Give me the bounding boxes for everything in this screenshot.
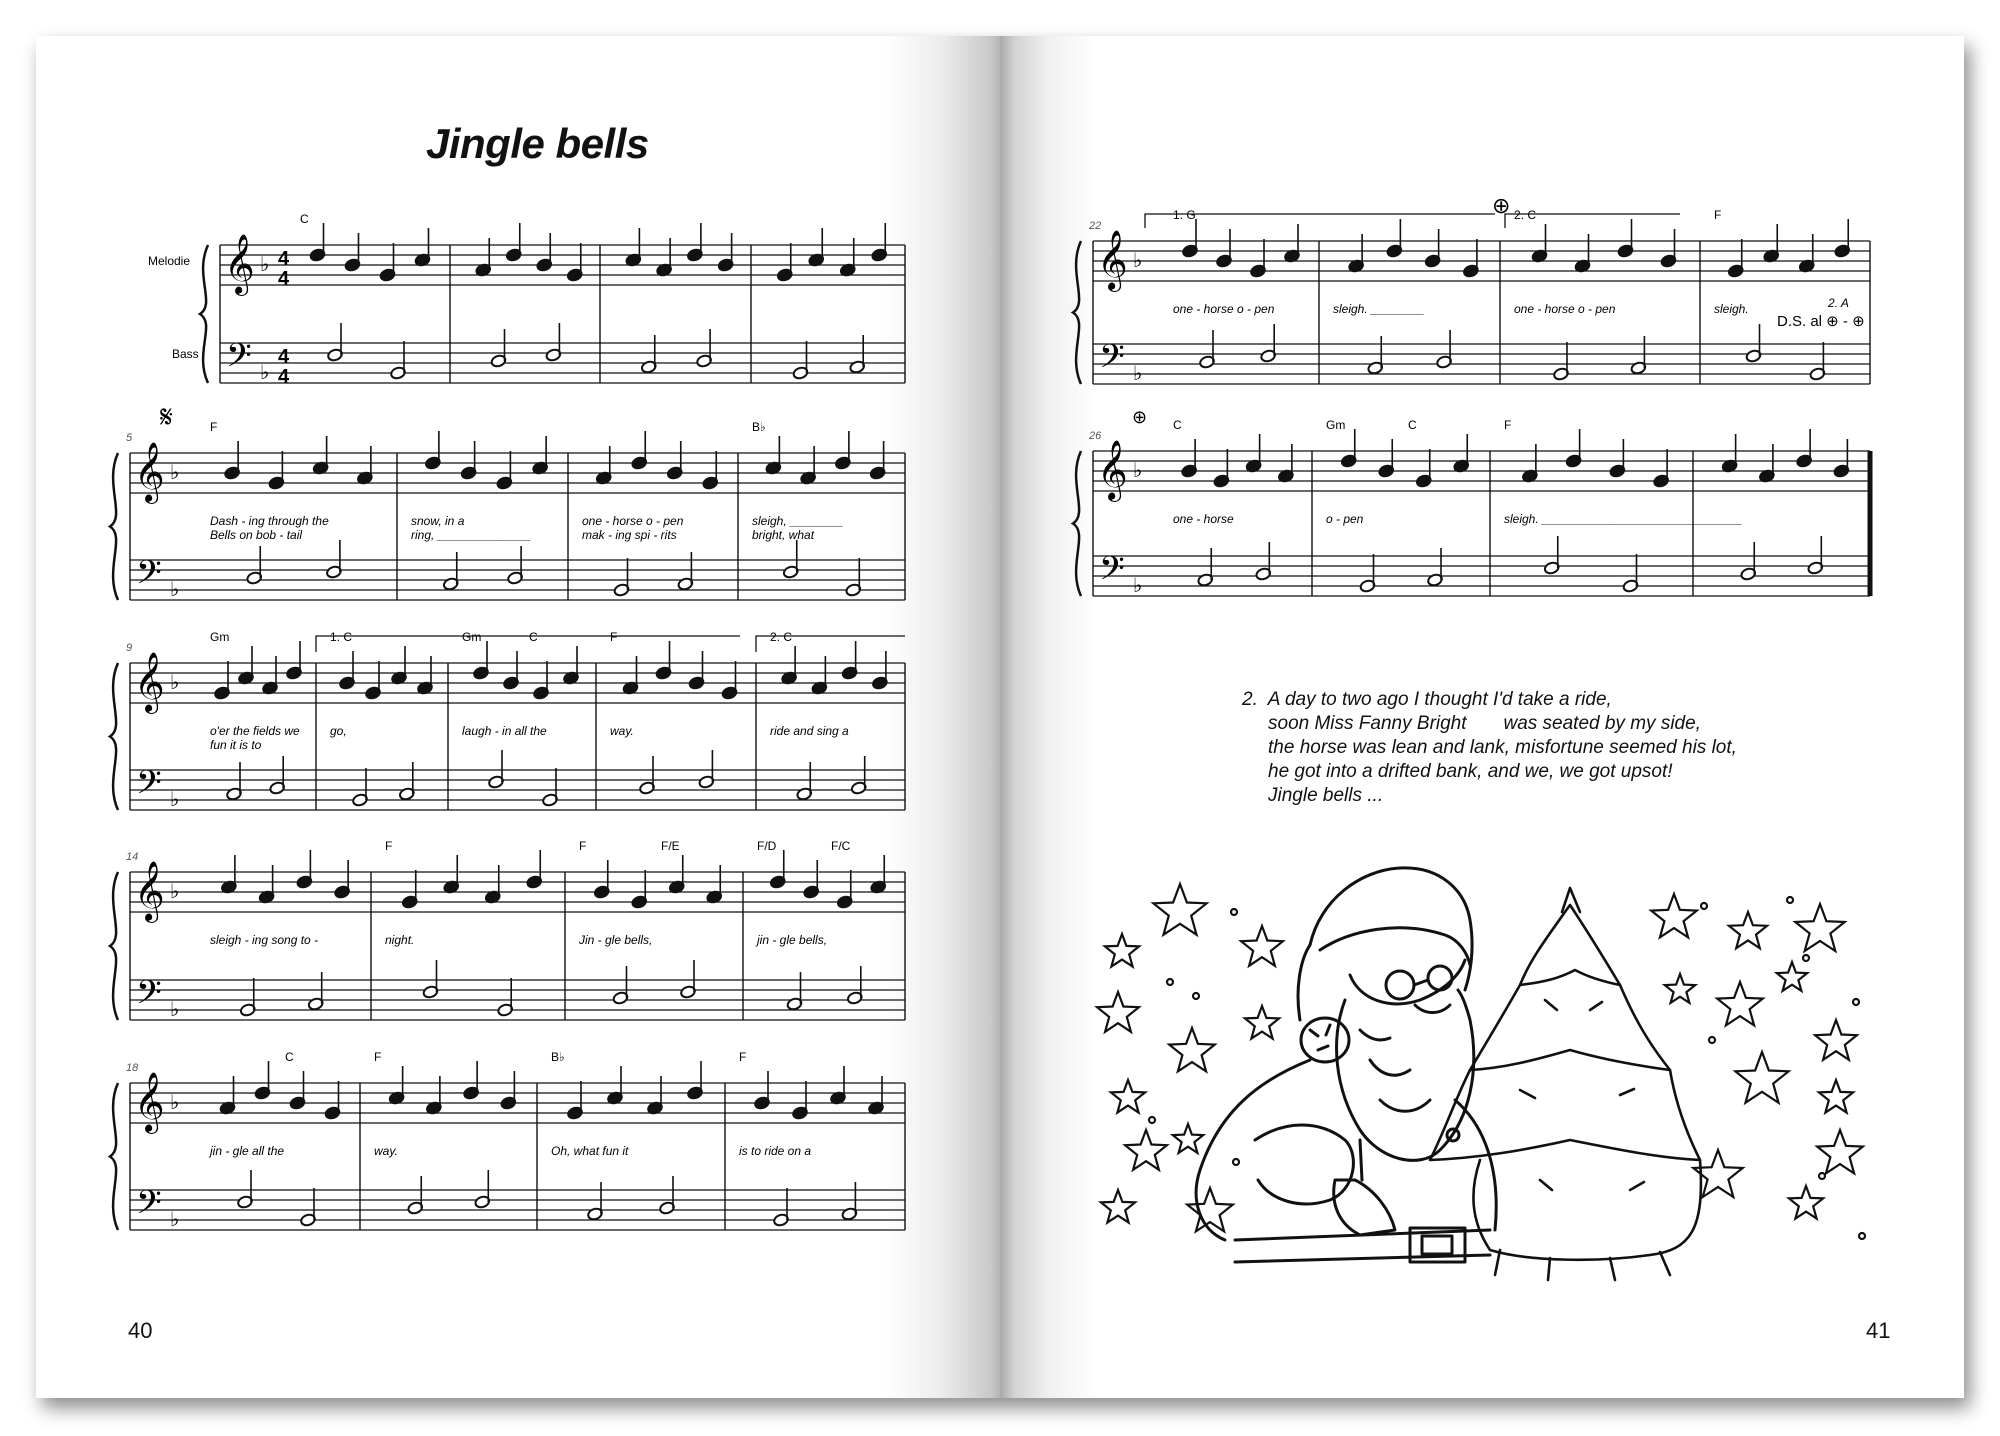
melody-note bbox=[706, 865, 723, 904]
lyric-line-1: one - horse o - pen bbox=[1173, 302, 1275, 316]
melody-note bbox=[289, 1071, 306, 1110]
lyric-line-1: one - horse o - pen bbox=[582, 514, 684, 528]
lyric-line-2: ring, ______________ bbox=[411, 528, 532, 542]
melody-note bbox=[567, 1081, 584, 1120]
melody-note bbox=[1653, 449, 1670, 488]
measure-number: 14 bbox=[126, 851, 139, 863]
treble-clef-icon: 𝄞 bbox=[1097, 441, 1128, 499]
lyric-line-1: ride and sing a bbox=[770, 724, 849, 738]
melody-note bbox=[1278, 444, 1295, 483]
melody-note bbox=[656, 238, 673, 277]
melody-note bbox=[868, 1076, 885, 1115]
bass-note bbox=[300, 1188, 317, 1227]
treble-staff bbox=[1093, 241, 1870, 281]
melody-note bbox=[781, 646, 798, 685]
bass-note bbox=[850, 756, 867, 795]
lyric-line-1: Oh, what fun it bbox=[551, 1144, 629, 1158]
melody-note bbox=[1565, 429, 1582, 468]
melody-note bbox=[792, 1081, 809, 1120]
melody-note bbox=[334, 860, 351, 899]
time-sig-top: 4 bbox=[278, 346, 290, 368]
bass-note bbox=[792, 341, 809, 380]
melody-note bbox=[532, 436, 549, 475]
chord-symbol: F bbox=[374, 1050, 382, 1064]
bass-note bbox=[1427, 548, 1444, 587]
chord-symbol: C bbox=[285, 1050, 294, 1064]
verse-line-2: soon Miss Fanny Bright was seated by my side, bbox=[1268, 713, 1701, 734]
melody-note bbox=[1284, 224, 1301, 263]
bass-note bbox=[1622, 554, 1639, 593]
treble-staff bbox=[130, 1083, 905, 1123]
melody-note bbox=[238, 646, 255, 685]
bass-note bbox=[677, 552, 694, 591]
treble-staff bbox=[130, 872, 905, 912]
melody-note bbox=[595, 446, 612, 485]
melody-note bbox=[391, 646, 408, 685]
melody-note bbox=[254, 1061, 271, 1100]
measure-number: 22 bbox=[1089, 220, 1102, 232]
system-1 bbox=[148, 212, 905, 388]
melody-note bbox=[401, 870, 418, 909]
melody-note bbox=[1340, 429, 1357, 468]
volta-bracket-1 bbox=[316, 636, 740, 652]
melody-note bbox=[607, 1066, 624, 1105]
verse-number: 2. bbox=[1242, 689, 1258, 710]
melody-note bbox=[500, 1071, 517, 1110]
melody-note bbox=[1348, 234, 1365, 273]
melody-note bbox=[622, 656, 639, 695]
chord-symbol: F bbox=[385, 839, 393, 853]
melody-note bbox=[1216, 229, 1233, 268]
brace bbox=[110, 872, 118, 1020]
chord-symbol: F bbox=[579, 839, 587, 853]
melody-note bbox=[312, 436, 329, 475]
bass-note bbox=[542, 768, 559, 807]
bass-note bbox=[773, 1188, 790, 1227]
treble-staff bbox=[130, 453, 905, 493]
melody-note bbox=[668, 855, 685, 894]
lyric-line-1: o'er the fields we bbox=[210, 724, 300, 738]
melody-note bbox=[830, 1066, 847, 1105]
bass-note bbox=[612, 966, 629, 1005]
bass-clef-icon: 𝄢 bbox=[136, 555, 162, 599]
melody-note bbox=[835, 431, 852, 470]
lyric-line-1: one - horse bbox=[1173, 512, 1234, 526]
chord-symbol: 2. C bbox=[770, 630, 793, 644]
treble-clef-icon: 𝄞 bbox=[134, 443, 165, 501]
melody-note bbox=[717, 233, 734, 272]
treble-clef-icon: 𝄞 bbox=[1097, 231, 1128, 289]
melody-note bbox=[655, 641, 672, 680]
chord-symbol: C bbox=[1408, 418, 1417, 432]
bass-note bbox=[1255, 542, 1272, 581]
bass-note bbox=[587, 1182, 604, 1221]
melody-note bbox=[870, 855, 887, 894]
lyric-line-2: bright, what bbox=[752, 528, 815, 542]
melody-note bbox=[1834, 219, 1851, 258]
key-flat-icon: ♭ bbox=[170, 579, 180, 601]
chord-symbol: F/C bbox=[831, 839, 851, 853]
melody-note bbox=[1727, 239, 1744, 278]
volta-mark: 2. A bbox=[1828, 296, 1849, 310]
lyric-line-1: way. bbox=[610, 724, 634, 738]
lyric-line-1: sleigh. bbox=[1714, 302, 1749, 316]
volta-bracket-1 bbox=[1145, 214, 1495, 228]
melody-note bbox=[221, 855, 238, 894]
treble-staff bbox=[1093, 451, 1870, 491]
melody-note bbox=[268, 451, 285, 490]
bass-note bbox=[639, 756, 656, 795]
song-title: Jingle bells bbox=[426, 120, 649, 167]
melody-note bbox=[1798, 234, 1815, 273]
bass-note bbox=[399, 762, 416, 801]
bass-note bbox=[847, 966, 864, 1005]
melody-note bbox=[1415, 449, 1432, 488]
melody-note bbox=[426, 1076, 443, 1115]
melody-note bbox=[769, 850, 786, 889]
melody-note bbox=[1833, 439, 1850, 478]
bass-note bbox=[507, 546, 524, 585]
lyric-line-2: fun it is to bbox=[210, 738, 262, 752]
lyric-line-1: snow, in a bbox=[411, 514, 465, 528]
chord-symbol: Gm bbox=[462, 630, 482, 644]
melody-note bbox=[647, 1076, 664, 1115]
melody-note bbox=[475, 238, 492, 277]
bass-note bbox=[845, 558, 862, 597]
melody-note bbox=[224, 441, 241, 480]
chord-symbol: 1. C bbox=[330, 630, 353, 644]
key-flat-icon: ♭ bbox=[1133, 250, 1143, 272]
time-sig-bottom: 4 bbox=[278, 366, 290, 388]
chord-symbol: C bbox=[300, 212, 309, 226]
melody-note bbox=[776, 243, 793, 282]
lyric-line-1: laugh - in all the bbox=[462, 724, 547, 738]
bass-note bbox=[239, 978, 256, 1017]
melody-note bbox=[503, 651, 520, 690]
instrument-label-melody: Melodie bbox=[148, 254, 191, 268]
melody-note bbox=[1424, 229, 1441, 268]
lyric-line-2: Bells on bob - tail bbox=[210, 528, 303, 542]
melody-note bbox=[1378, 439, 1395, 478]
lyric-line-1: is to ride on a bbox=[739, 1144, 812, 1158]
lyric-line-1: sleigh, ________ bbox=[752, 514, 844, 528]
melody-note bbox=[443, 855, 460, 894]
melody-note bbox=[1386, 219, 1403, 258]
melody-note bbox=[324, 1081, 341, 1120]
lyric-line-1: Jin - gle bells, bbox=[579, 933, 653, 947]
key-flat-icon: ♭ bbox=[1133, 460, 1143, 482]
chord-symbol: F/E bbox=[661, 839, 680, 853]
bass-clef-icon: 𝄢 bbox=[226, 338, 252, 382]
melody-note bbox=[1213, 449, 1230, 488]
key-flat-icon: ♭ bbox=[170, 999, 180, 1021]
melody-note bbox=[473, 641, 490, 680]
treble-clef-icon: 𝄞 bbox=[134, 653, 165, 711]
chord-symbol: 2. C bbox=[1514, 208, 1537, 222]
melody-note bbox=[460, 441, 477, 480]
melody-note bbox=[702, 451, 719, 490]
verse-line-3: the horse was lean and lank, misfortune seemed his lot, bbox=[1268, 737, 1737, 758]
melody-note bbox=[1763, 224, 1780, 263]
measure-number: 26 bbox=[1089, 430, 1102, 442]
melody-note bbox=[1531, 224, 1548, 263]
bass-note bbox=[307, 972, 324, 1011]
measure-number: 9 bbox=[126, 642, 133, 654]
coda-icon: ⊕ bbox=[1492, 193, 1511, 218]
verse-line-1: A day to two ago I thought I'd take a ride, bbox=[1267, 689, 1612, 710]
bass-clef-icon: 𝄢 bbox=[136, 765, 162, 809]
lyric-line-1: o - pen bbox=[1326, 512, 1364, 526]
melody-note bbox=[765, 436, 782, 475]
melody-note bbox=[1796, 429, 1813, 468]
melody-note bbox=[339, 651, 356, 690]
melody-note bbox=[219, 1076, 236, 1115]
melody-note bbox=[214, 661, 231, 700]
melody-note bbox=[841, 641, 858, 680]
melody-note bbox=[593, 860, 610, 899]
ds-al-coda-instruction: D.S. al ⊕ - ⊕ bbox=[1777, 313, 1865, 330]
melody-note bbox=[1245, 434, 1262, 473]
bass-note bbox=[1197, 548, 1214, 587]
brace bbox=[110, 663, 118, 810]
bass-note bbox=[1630, 336, 1647, 375]
melody-note bbox=[563, 646, 580, 685]
segno-icon: 𝄋 bbox=[160, 401, 173, 434]
bass-note bbox=[1809, 342, 1826, 381]
melody-note bbox=[262, 656, 279, 695]
bass-clef-icon: 𝄢 bbox=[1099, 339, 1125, 383]
bass-note bbox=[246, 546, 263, 585]
bass-note bbox=[1740, 542, 1757, 581]
verse-line-5: Jingle bells ... bbox=[1268, 785, 1384, 806]
chord-symbol: Gm bbox=[1326, 418, 1346, 432]
key-flat-icon: ♭ bbox=[170, 1209, 180, 1231]
melody-note bbox=[1660, 229, 1677, 268]
melody-note bbox=[1463, 239, 1480, 278]
melody-note bbox=[836, 870, 853, 909]
melody-note bbox=[808, 228, 825, 267]
key-flat-icon: ♭ bbox=[260, 254, 270, 276]
chord-symbol: F bbox=[210, 420, 218, 434]
bass-note bbox=[442, 552, 459, 591]
melody-note bbox=[286, 641, 303, 680]
melody-note bbox=[344, 233, 361, 272]
bass-note bbox=[497, 978, 514, 1017]
melody-note bbox=[1617, 219, 1634, 258]
bass-note bbox=[786, 972, 803, 1011]
page-number-left: 40 bbox=[128, 1318, 153, 1343]
melody-note bbox=[1182, 219, 1199, 258]
bass-note bbox=[796, 762, 813, 801]
melody-note bbox=[754, 1071, 771, 1110]
bass-staff bbox=[130, 770, 905, 810]
chord-symbol: 1. G bbox=[1173, 208, 1196, 222]
melody-note bbox=[1759, 444, 1776, 483]
lyric-line-1: one - horse o - pen bbox=[1514, 302, 1616, 316]
bass-note bbox=[1436, 330, 1453, 369]
melody-note bbox=[721, 661, 738, 700]
melody-note bbox=[688, 651, 705, 690]
chord-symbol: F/D bbox=[757, 839, 777, 853]
bass-note bbox=[640, 335, 657, 374]
key-flat-icon: ♭ bbox=[170, 881, 180, 903]
melody-note bbox=[536, 233, 553, 272]
lyric-line-1: jin - gle bells, bbox=[757, 933, 828, 947]
system-4 bbox=[110, 839, 905, 1021]
bass-note bbox=[490, 329, 507, 368]
chord-symbol: B♭ bbox=[752, 420, 766, 434]
measure-number: 18 bbox=[126, 1062, 139, 1074]
chord-symbol: Gm bbox=[210, 630, 230, 644]
melody-note bbox=[803, 860, 820, 899]
chord-symbol: F bbox=[1504, 418, 1512, 432]
bass-note bbox=[1199, 330, 1216, 369]
key-flat-icon: ♭ bbox=[260, 362, 270, 384]
lyric-line-1: jin - gle all the bbox=[210, 1144, 285, 1158]
melody-note bbox=[871, 223, 888, 262]
key-flat-icon: ♭ bbox=[170, 462, 180, 484]
melody-note bbox=[463, 1061, 480, 1100]
instrument-label-bass: Bass bbox=[172, 347, 199, 361]
melody-note bbox=[379, 243, 396, 282]
system-5 bbox=[110, 1050, 905, 1231]
bass-note bbox=[352, 768, 369, 807]
melody-note bbox=[869, 441, 886, 480]
melody-note bbox=[566, 243, 583, 282]
bass-note bbox=[1367, 336, 1384, 375]
melody-note bbox=[1250, 239, 1267, 278]
melody-note bbox=[296, 850, 313, 889]
melody-note bbox=[533, 661, 550, 700]
chord-symbol: F bbox=[1714, 208, 1722, 222]
brace bbox=[200, 245, 208, 383]
bass-note bbox=[841, 1182, 858, 1221]
bass-note bbox=[1359, 554, 1376, 593]
melody-note bbox=[484, 865, 501, 904]
system-3 bbox=[110, 630, 905, 811]
melody-note bbox=[666, 441, 683, 480]
bass-note bbox=[659, 1176, 676, 1215]
coda-icon: ⊕ bbox=[1132, 407, 1148, 427]
melody-note bbox=[687, 223, 704, 262]
bass-clef-icon: 𝄢 bbox=[1099, 551, 1125, 595]
bass-note bbox=[390, 341, 407, 380]
lyric-line-1: sleigh. ______________________________ bbox=[1504, 512, 1743, 526]
key-flat-icon: ♭ bbox=[1133, 575, 1143, 597]
brace bbox=[1073, 241, 1081, 384]
melody-note bbox=[388, 1066, 405, 1105]
melody-note bbox=[631, 431, 648, 470]
lyric-line-1: go, bbox=[330, 724, 347, 738]
chord-symbol: C bbox=[529, 630, 538, 644]
melody-note bbox=[687, 1061, 704, 1100]
lyric-line-1: way. bbox=[374, 1144, 398, 1158]
melody-note bbox=[1522, 444, 1539, 483]
treble-clef-icon: 𝄞 bbox=[224, 235, 255, 293]
page-number-right: 41 bbox=[1866, 1318, 1891, 1343]
lyric-line-1: Dash - ing through the bbox=[210, 514, 329, 528]
melody-note bbox=[811, 656, 828, 695]
melody-note bbox=[872, 651, 889, 690]
melody-note bbox=[1574, 234, 1591, 273]
bass-note bbox=[849, 335, 866, 374]
bass-note bbox=[1553, 342, 1570, 381]
time-sig-top: 4 bbox=[278, 248, 290, 270]
treble-clef-icon: 𝄞 bbox=[134, 862, 165, 920]
verse-line-4: he got into a drifted bank, and we, we got upsot! bbox=[1268, 761, 1673, 782]
lyric-line-1: sleigh. ________ bbox=[1333, 302, 1425, 316]
key-flat-icon: ♭ bbox=[170, 672, 180, 694]
chord-symbol: F bbox=[610, 630, 618, 644]
lyric-line-1: night. bbox=[385, 933, 415, 947]
bass-clef-icon: 𝄢 bbox=[136, 1185, 162, 1229]
measure-number: 5 bbox=[126, 432, 133, 444]
brace bbox=[1073, 451, 1081, 596]
melody-note bbox=[1453, 434, 1470, 473]
melody-note bbox=[258, 865, 275, 904]
bass-clef-icon: 𝄢 bbox=[136, 975, 162, 1019]
chord-symbol: F bbox=[739, 1050, 747, 1064]
bass-note bbox=[613, 558, 630, 597]
chord-symbol: B♭ bbox=[551, 1050, 565, 1064]
bass-note bbox=[407, 1176, 424, 1215]
time-sig-bottom: 4 bbox=[278, 268, 290, 290]
bass-note bbox=[226, 762, 243, 801]
melody-note bbox=[365, 661, 382, 700]
melody-note bbox=[1609, 439, 1626, 478]
bass-note bbox=[269, 756, 286, 795]
melody-note bbox=[425, 431, 442, 470]
melody-note bbox=[526, 850, 543, 889]
melody-note bbox=[505, 223, 522, 262]
melody-note bbox=[1181, 439, 1198, 478]
melody-note bbox=[496, 451, 513, 490]
melody-note bbox=[309, 223, 326, 262]
melody-note bbox=[1721, 434, 1738, 473]
melody-note bbox=[417, 656, 434, 695]
brace bbox=[110, 453, 118, 600]
melody-note bbox=[800, 446, 817, 485]
key-flat-icon: ♭ bbox=[170, 789, 180, 811]
melody-note bbox=[631, 870, 648, 909]
melody-note bbox=[839, 238, 856, 277]
lyric-line-1: sleigh - ing song to - bbox=[210, 933, 319, 947]
chord-symbol: C bbox=[1173, 418, 1182, 432]
bass-note bbox=[696, 329, 713, 368]
melody-note bbox=[414, 228, 431, 267]
key-flat-icon: ♭ bbox=[1133, 363, 1143, 385]
treble-clef-icon: 𝄞 bbox=[134, 1073, 165, 1131]
brace bbox=[110, 1083, 118, 1230]
lyric-line-2: mak - ing spi - rits bbox=[582, 528, 677, 542]
melody-note bbox=[357, 446, 374, 485]
melody-note bbox=[625, 228, 642, 267]
key-flat-icon: ♭ bbox=[170, 1092, 180, 1114]
